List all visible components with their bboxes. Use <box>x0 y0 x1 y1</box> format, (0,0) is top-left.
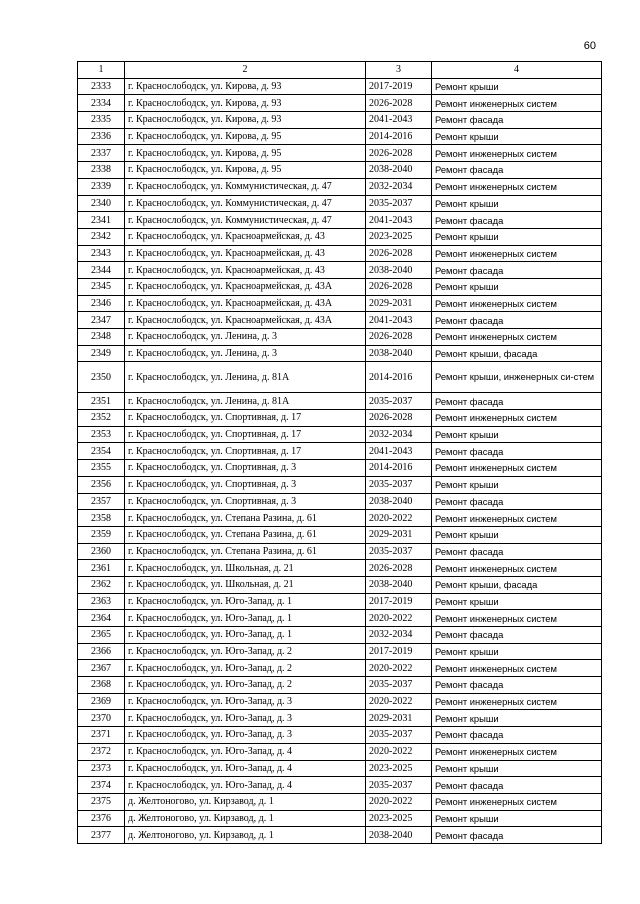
table-row <box>78 827 602 844</box>
table-row <box>78 212 602 229</box>
work-type-cell: Ремонт фасада <box>432 312 602 329</box>
table-row <box>78 627 602 644</box>
address-cell: г. Краснослободск, ул. Юго-Запад, д. 1 <box>125 593 366 610</box>
row-number-cell: 2357 <box>78 493 125 510</box>
work-type-cell: Ремонт фасада <box>432 543 602 560</box>
period-cell: 2026-2028 <box>366 410 432 427</box>
row-number-cell: 2349 <box>78 345 125 362</box>
address-cell: г. Краснослободск, ул. Спортивная, д. 17 <box>125 443 366 460</box>
address-cell: г. Краснослободск, ул. Юго-Запад, д. 4 <box>125 777 366 794</box>
period-cell: 2032-2034 <box>366 426 432 443</box>
row-number-cell: 2373 <box>78 760 125 777</box>
table-row <box>78 345 602 362</box>
period-cell: 2026-2028 <box>366 560 432 577</box>
table-row <box>78 560 602 577</box>
address-cell: г. Краснослободск, ул. Красноармейская, д. 43 <box>125 262 366 279</box>
column-header-2: 2 <box>125 62 366 79</box>
row-number-cell: 2353 <box>78 426 125 443</box>
work-type-cell: Ремонт крыши <box>432 195 602 212</box>
table-row <box>78 393 602 410</box>
table-row <box>78 362 602 393</box>
work-type-cell: Ремонт фасада <box>432 162 602 179</box>
work-type-cell: Ремонт фасада <box>432 112 602 129</box>
table-row <box>78 476 602 493</box>
period-cell: 2020-2022 <box>366 793 432 810</box>
table-body <box>78 78 602 843</box>
address-cell: г. Краснослободск, ул. Юго-Запад, д. 1 <box>125 610 366 627</box>
period-cell: 2026-2028 <box>366 329 432 346</box>
table-row <box>78 278 602 295</box>
row-number-cell: 2369 <box>78 693 125 710</box>
row-number-cell: 2375 <box>78 793 125 810</box>
period-cell: 2035-2037 <box>366 777 432 794</box>
row-number-cell: 2364 <box>78 610 125 627</box>
table-row <box>78 329 602 346</box>
table-row <box>78 228 602 245</box>
row-number-cell: 2356 <box>78 476 125 493</box>
table-row <box>78 543 602 560</box>
address-cell: г. Краснослободск, ул. Юго-Запад, д. 2 <box>125 660 366 677</box>
address-cell: г. Краснослободск, ул. Степана Разина, д. 61 <box>125 526 366 543</box>
address-cell: г. Краснослободск, ул. Ленина, д. 3 <box>125 329 366 346</box>
row-number-cell: 2347 <box>78 312 125 329</box>
address-cell: г. Краснослободск, ул. Коммунистическая, д. 47 <box>125 212 366 229</box>
work-type-cell: Ремонт инженерных систем <box>432 460 602 477</box>
row-number-cell: 2363 <box>78 593 125 610</box>
table-row <box>78 178 602 195</box>
table-row <box>78 710 602 727</box>
address-cell: г. Краснослободск, ул. Ленина, д. 3 <box>125 345 366 362</box>
address-cell: г. Краснослободск, ул. Кирова, д. 95 <box>125 162 366 179</box>
table-row <box>78 660 602 677</box>
work-type-cell: Ремонт инженерных систем <box>432 245 602 262</box>
table-row <box>78 526 602 543</box>
table-row <box>78 810 602 827</box>
row-number-cell: 2352 <box>78 410 125 427</box>
table-row <box>78 295 602 312</box>
table-row <box>78 510 602 527</box>
work-type-cell: Ремонт инженерных систем <box>432 610 602 627</box>
period-cell: 2026-2028 <box>366 95 432 112</box>
period-cell: 2020-2022 <box>366 693 432 710</box>
work-type-cell: Ремонт фасада <box>432 677 602 694</box>
address-cell: г. Краснослободск, ул. Спортивная, д. 3 <box>125 493 366 510</box>
table-row <box>78 593 602 610</box>
address-cell: г. Краснослободск, ул. Юго-Запад, д. 3 <box>125 693 366 710</box>
period-cell: 2020-2022 <box>366 610 432 627</box>
work-type-cell: Ремонт крыши <box>432 526 602 543</box>
address-cell: г. Краснослободск, ул. Степана Разина, д. 61 <box>125 543 366 560</box>
table-row <box>78 78 602 95</box>
period-cell: 2023-2025 <box>366 810 432 827</box>
work-type-cell: Ремонт инженерных систем <box>432 410 602 427</box>
period-cell: 2017-2019 <box>366 593 432 610</box>
work-type-cell: Ремонт крыши <box>432 78 602 95</box>
work-type-cell: Ремонт крыши <box>432 760 602 777</box>
row-number-cell: 2343 <box>78 245 125 262</box>
address-cell: г. Краснослободск, ул. Спортивная, д. 17 <box>125 410 366 427</box>
work-type-cell: Ремонт крыши, фасада <box>432 345 602 362</box>
address-cell: г. Краснослободск, ул. Юго-Запад, д. 2 <box>125 677 366 694</box>
work-type-cell: Ремонт фасада <box>432 212 602 229</box>
table-row <box>78 643 602 660</box>
row-number-cell: 2341 <box>78 212 125 229</box>
table-header-row <box>78 62 602 79</box>
row-number-cell: 2377 <box>78 827 125 844</box>
row-number-cell: 2376 <box>78 810 125 827</box>
work-type-cell: Ремонт крыши <box>432 476 602 493</box>
table-row <box>78 128 602 145</box>
row-number-cell: 2348 <box>78 329 125 346</box>
period-cell: 2029-2031 <box>366 295 432 312</box>
table-row <box>78 777 602 794</box>
table-row <box>78 112 602 129</box>
row-number-cell: 2361 <box>78 560 125 577</box>
work-type-cell: Ремонт инженерных систем <box>432 510 602 527</box>
work-type-cell: Ремонт фасада <box>432 627 602 644</box>
address-cell: г. Краснослободск, ул. Красноармейская, д. 43 <box>125 245 366 262</box>
row-number-cell: 2337 <box>78 145 125 162</box>
work-type-cell: Ремонт крыши <box>432 128 602 145</box>
table-row <box>78 743 602 760</box>
address-cell: г. Краснослободск, ул. Степана Разина, д. 61 <box>125 510 366 527</box>
address-cell: г. Краснослободск, ул. Ленина, д. 81А <box>125 393 366 410</box>
period-cell: 2035-2037 <box>366 677 432 694</box>
period-cell: 2026-2028 <box>366 278 432 295</box>
address-cell: г. Краснослободск, ул. Кирова, д. 93 <box>125 95 366 112</box>
work-type-cell: Ремонт крыши <box>432 278 602 295</box>
work-type-cell: Ремонт крыши <box>432 228 602 245</box>
work-type-cell: Ремонт фасада <box>432 393 602 410</box>
row-number-cell: 2362 <box>78 576 125 593</box>
work-type-cell: Ремонт фасада <box>432 827 602 844</box>
address-cell: г. Краснослободск, ул. Юго-Запад, д. 3 <box>125 710 366 727</box>
table-row <box>78 727 602 744</box>
work-type-cell: Ремонт крыши <box>432 426 602 443</box>
period-cell: 2041-2043 <box>366 112 432 129</box>
work-type-cell: Ремонт фасада <box>432 443 602 460</box>
row-number-cell: 2355 <box>78 460 125 477</box>
row-number-cell: 2367 <box>78 660 125 677</box>
row-number-cell: 2366 <box>78 643 125 660</box>
period-cell: 2038-2040 <box>366 493 432 510</box>
work-type-cell: Ремонт инженерных систем <box>432 660 602 677</box>
row-number-cell: 2333 <box>78 78 125 95</box>
row-number-cell: 2340 <box>78 195 125 212</box>
period-cell: 2041-2043 <box>366 312 432 329</box>
period-cell: 2026-2028 <box>366 245 432 262</box>
work-type-cell: Ремонт крыши, инженерных си-стем <box>432 362 602 393</box>
period-cell: 2038-2040 <box>366 162 432 179</box>
period-cell: 2029-2031 <box>366 710 432 727</box>
table-row <box>78 145 602 162</box>
address-cell: г. Краснослободск, ул. Кирова, д. 95 <box>125 145 366 162</box>
work-type-cell: Ремонт фасада <box>432 493 602 510</box>
row-number-cell: 2358 <box>78 510 125 527</box>
period-cell: 2026-2028 <box>366 145 432 162</box>
table-row <box>78 760 602 777</box>
row-number-cell: 2344 <box>78 262 125 279</box>
row-number-cell: 2335 <box>78 112 125 129</box>
table-row <box>78 793 602 810</box>
row-number-cell: 2345 <box>78 278 125 295</box>
table-row <box>78 693 602 710</box>
row-number-cell: 2365 <box>78 627 125 644</box>
period-cell: 2023-2025 <box>366 228 432 245</box>
period-cell: 2041-2043 <box>366 212 432 229</box>
row-number-cell: 2371 <box>78 727 125 744</box>
work-type-cell: Ремонт инженерных систем <box>432 295 602 312</box>
row-number-cell: 2334 <box>78 95 125 112</box>
work-type-cell: Ремонт крыши <box>432 810 602 827</box>
address-cell: г. Краснослободск, ул. Кирова, д. 93 <box>125 78 366 95</box>
period-cell: 2035-2037 <box>366 195 432 212</box>
period-cell: 2023-2025 <box>366 760 432 777</box>
period-cell: 2020-2022 <box>366 510 432 527</box>
period-cell: 2041-2043 <box>366 443 432 460</box>
table-row <box>78 426 602 443</box>
row-number-cell: 2338 <box>78 162 125 179</box>
row-number-cell: 2336 <box>78 128 125 145</box>
column-header-3: 3 <box>366 62 432 79</box>
work-type-cell: Ремонт инженерных систем <box>432 693 602 710</box>
period-cell: 2035-2037 <box>366 393 432 410</box>
period-cell: 2035-2037 <box>366 476 432 493</box>
work-type-cell: Ремонт инженерных систем <box>432 560 602 577</box>
row-number-cell: 2359 <box>78 526 125 543</box>
table-row <box>78 245 602 262</box>
period-cell: 2020-2022 <box>366 743 432 760</box>
row-number-cell: 2374 <box>78 777 125 794</box>
row-number-cell: 2350 <box>78 362 125 393</box>
table-row <box>78 262 602 279</box>
column-header-1: 1 <box>78 62 125 79</box>
table-row <box>78 493 602 510</box>
column-header-4: 4 <box>432 62 602 79</box>
row-number-cell: 2372 <box>78 743 125 760</box>
address-cell: г. Краснослободск, ул. Ленина, д. 81А <box>125 362 366 393</box>
work-type-cell: Ремонт крыши <box>432 710 602 727</box>
period-cell: 2014-2016 <box>366 362 432 393</box>
period-cell: 2032-2034 <box>366 178 432 195</box>
table-row <box>78 162 602 179</box>
period-cell: 2038-2040 <box>366 576 432 593</box>
table-row <box>78 443 602 460</box>
address-cell: д. Желтоногово, ул. Кирзавод, д. 1 <box>125 793 366 810</box>
row-number-cell: 2351 <box>78 393 125 410</box>
address-cell: г. Краснослободск, ул. Юго-Запад, д. 3 <box>125 727 366 744</box>
address-cell: г. Краснослободск, ул. Юго-Запад, д. 2 <box>125 643 366 660</box>
address-cell: г. Краснослободск, ул. Красноармейская, д. 43 <box>125 228 366 245</box>
row-number-cell: 2342 <box>78 228 125 245</box>
work-type-cell: Ремонт крыши <box>432 593 602 610</box>
address-cell: г. Краснослободск, ул. Коммунистическая, д. 47 <box>125 195 366 212</box>
period-cell: 2029-2031 <box>366 526 432 543</box>
period-cell: 2035-2037 <box>366 543 432 560</box>
table-row <box>78 312 602 329</box>
table-row <box>78 576 602 593</box>
row-number-cell: 2368 <box>78 677 125 694</box>
work-type-cell: Ремонт инженерных систем <box>432 743 602 760</box>
address-cell: г. Краснослободск, ул. Школьная, д. 21 <box>125 560 366 577</box>
period-cell: 2035-2037 <box>366 727 432 744</box>
work-type-cell: Ремонт фасада <box>432 262 602 279</box>
address-cell: г. Краснослободск, ул. Спортивная, д. 17 <box>125 426 366 443</box>
row-number-cell: 2339 <box>78 178 125 195</box>
period-cell: 2020-2022 <box>366 660 432 677</box>
address-cell: г. Краснослободск, ул. Спортивная, д. 3 <box>125 460 366 477</box>
period-cell: 2017-2019 <box>366 643 432 660</box>
repair-schedule-table <box>77 61 602 844</box>
address-cell: д. Желтоногово, ул. Кирзавод, д. 1 <box>125 827 366 844</box>
table-row <box>78 95 602 112</box>
work-type-cell: Ремонт крыши, фасада <box>432 576 602 593</box>
period-cell: 2038-2040 <box>366 345 432 362</box>
address-cell: г. Краснослободск, ул. Школьная, д. 21 <box>125 576 366 593</box>
address-cell: д. Желтоногово, ул. Кирзавод, д. 1 <box>125 810 366 827</box>
work-type-cell: Ремонт фасада <box>432 727 602 744</box>
address-cell: г. Краснослободск, ул. Юго-Запад, д. 4 <box>125 760 366 777</box>
row-number-cell: 2354 <box>78 443 125 460</box>
work-type-cell: Ремонт фасада <box>432 777 602 794</box>
period-cell: 2038-2040 <box>366 262 432 279</box>
period-cell: 2017-2019 <box>366 78 432 95</box>
table-row <box>78 410 602 427</box>
work-type-cell: Ремонт инженерных систем <box>432 95 602 112</box>
table-row <box>78 460 602 477</box>
address-cell: г. Краснослободск, ул. Кирова, д. 93 <box>125 112 366 129</box>
table-row <box>78 610 602 627</box>
table-row <box>78 677 602 694</box>
period-cell: 2032-2034 <box>366 627 432 644</box>
table-row <box>78 195 602 212</box>
work-type-cell: Ремонт инженерных систем <box>432 793 602 810</box>
period-cell: 2038-2040 <box>366 827 432 844</box>
address-cell: г. Краснослободск, ул. Спортивная, д. 3 <box>125 476 366 493</box>
row-number-cell: 2360 <box>78 543 125 560</box>
address-cell: г. Краснослободск, ул. Юго-Запад, д. 4 <box>125 743 366 760</box>
page-number: 60 <box>583 40 596 52</box>
row-number-cell: 2370 <box>78 710 125 727</box>
address-cell: г. Краснослободск, ул. Кирова, д. 95 <box>125 128 366 145</box>
work-type-cell: Ремонт инженерных систем <box>432 329 602 346</box>
work-type-cell: Ремонт инженерных систем <box>432 178 602 195</box>
work-type-cell: Ремонт инженерных систем <box>432 145 602 162</box>
period-cell: 2014-2016 <box>366 460 432 477</box>
address-cell: г. Краснослободск, ул. Красноармейская, д. 43А <box>125 278 366 295</box>
address-cell: г. Краснослободск, ул. Красноармейская, д. 43А <box>125 295 366 312</box>
address-cell: г. Краснослободск, ул. Коммунистическая, д. 47 <box>125 178 366 195</box>
period-cell: 2014-2016 <box>366 128 432 145</box>
row-number-cell: 2346 <box>78 295 125 312</box>
address-cell: г. Краснослободск, ул. Юго-Запад, д. 1 <box>125 627 366 644</box>
address-cell: г. Краснослободск, ул. Красноармейская, д. 43А <box>125 312 366 329</box>
work-type-cell: Ремонт крыши <box>432 643 602 660</box>
